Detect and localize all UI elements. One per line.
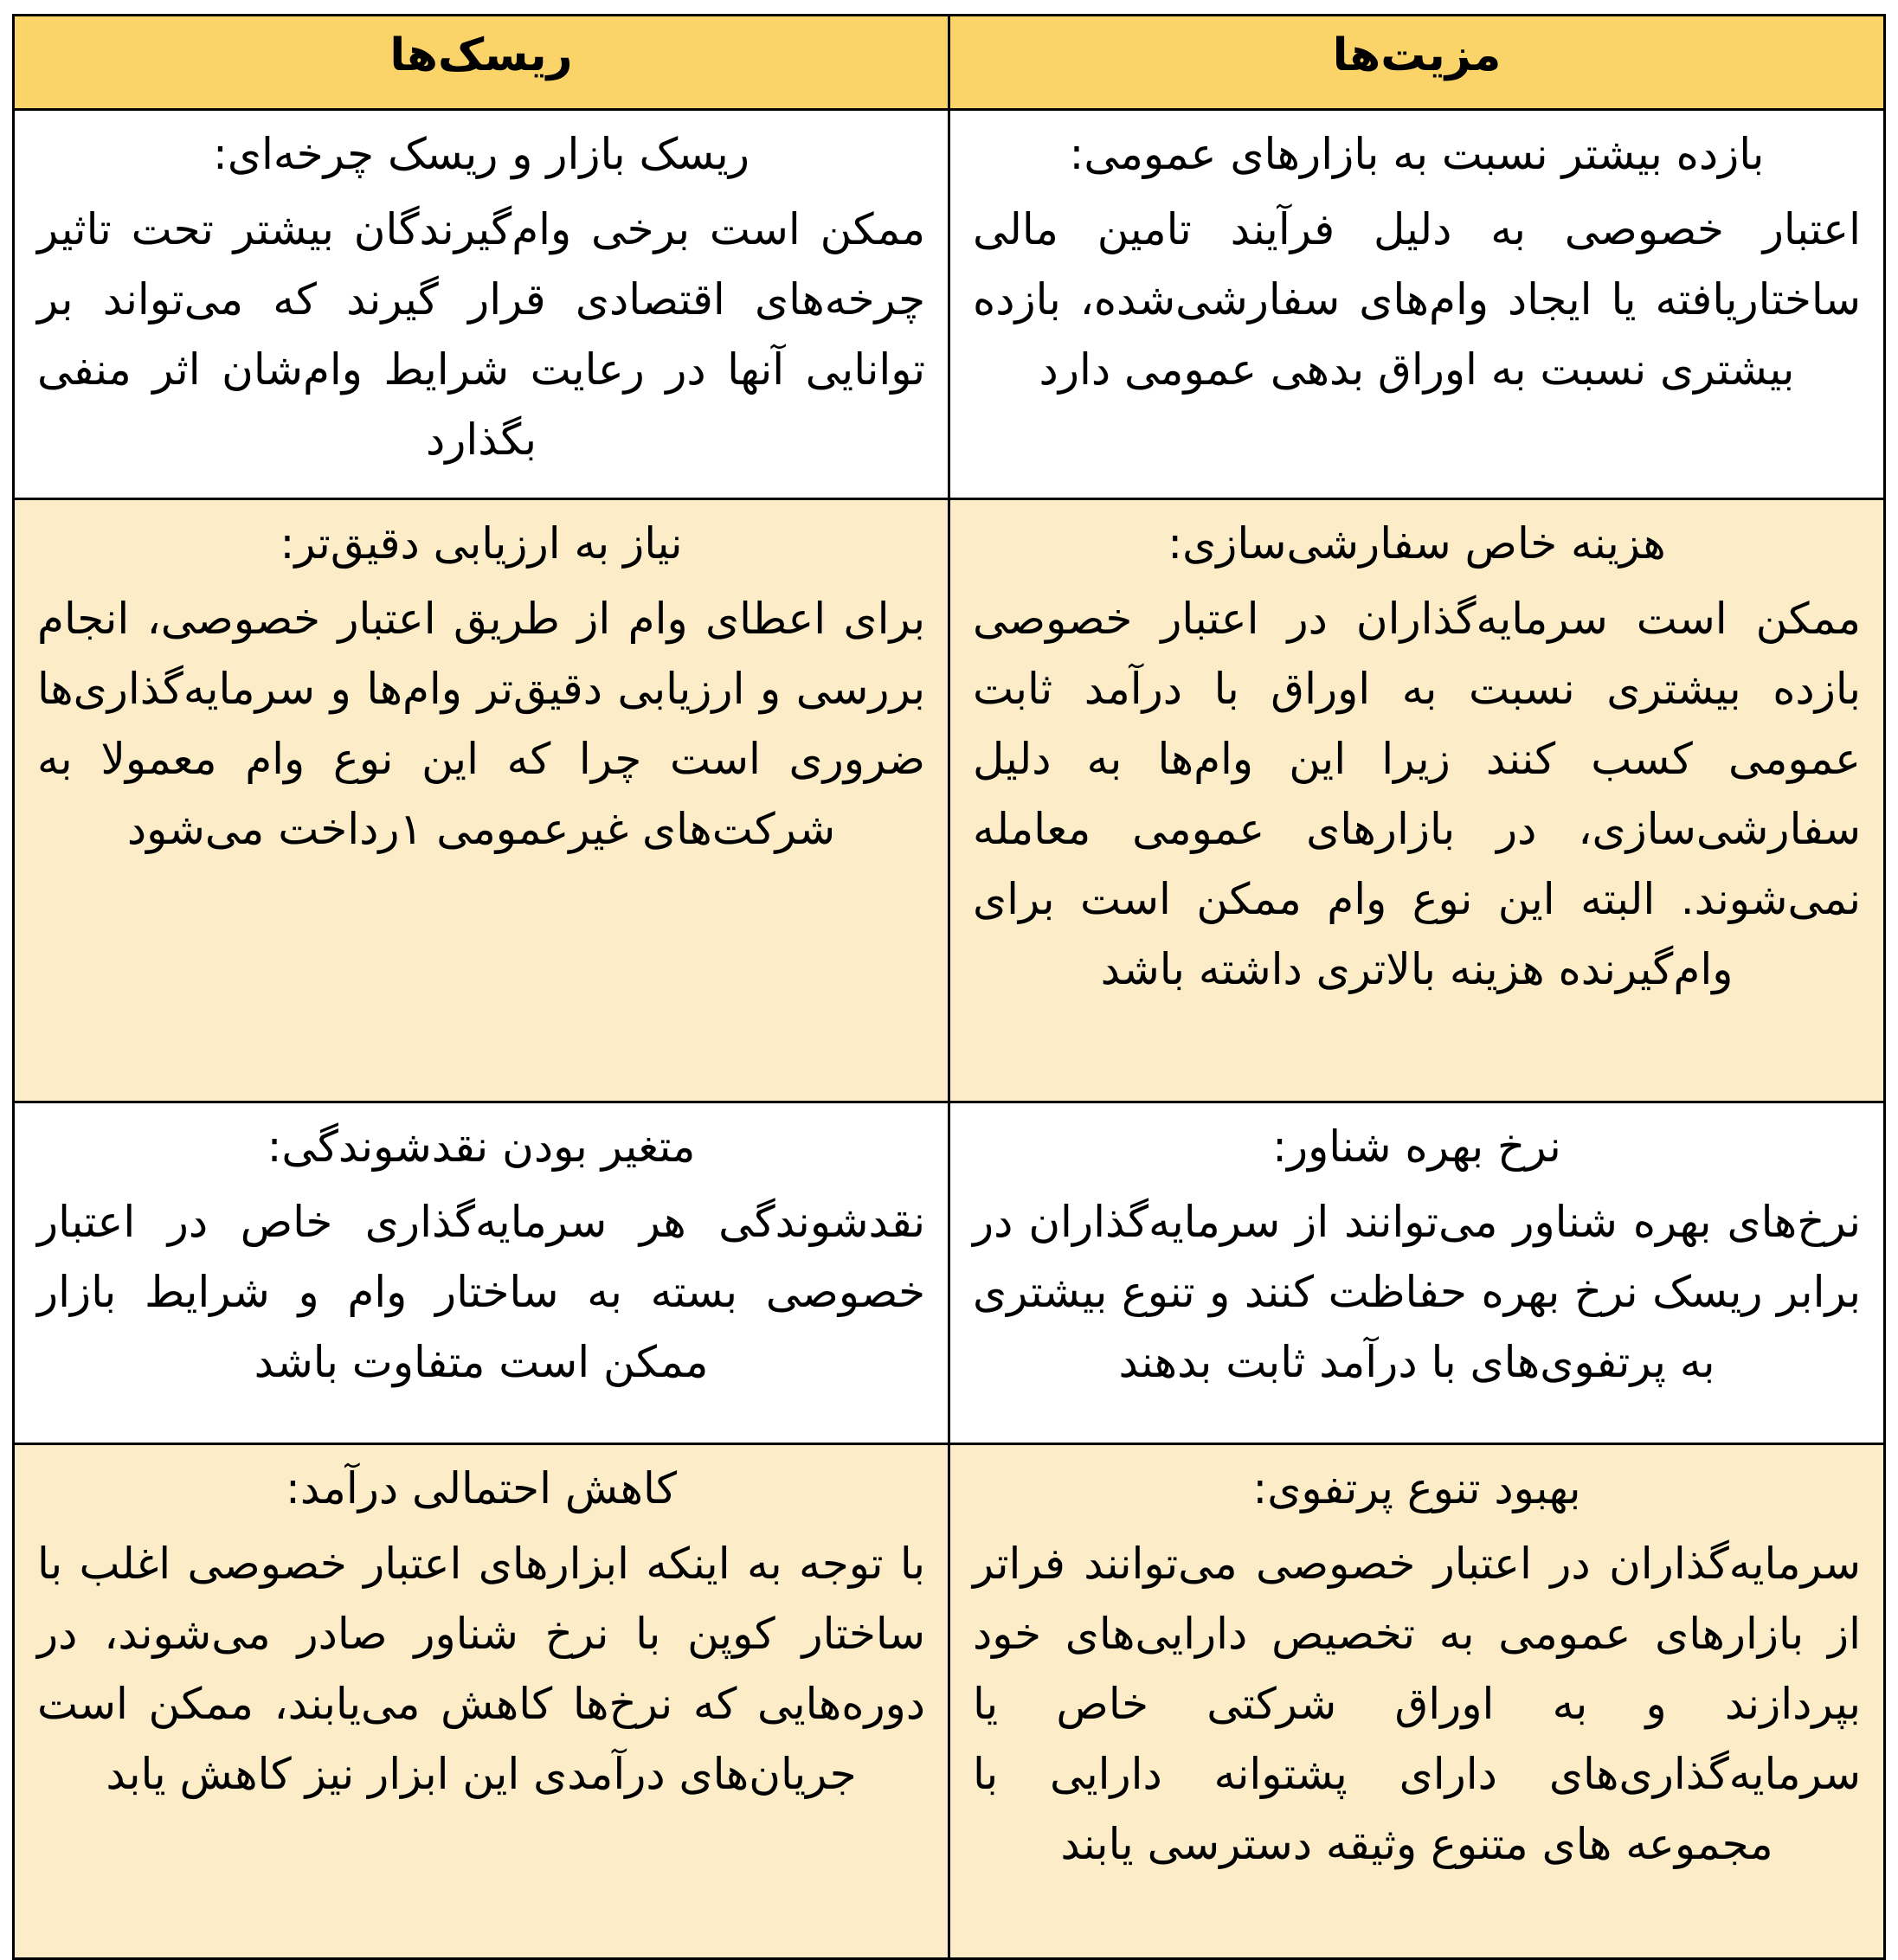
table-row: [14, 110, 1885, 499]
table-row: [14, 499, 1885, 1102]
cell-body: برای اعطای وام از طریق اعتبار خصوصی، انجام بررسی و ارزیابی دقیق‌تر وام‌ها و سرمایه‌گذاری‌ها ضروری است چرا که این نوع وام معمولا به شرکت‌های غیرعمومی ۱رداخت می‌شود: [37, 594, 925, 855]
cell-title: نرخ بهره شناور:: [1272, 1121, 1561, 1173]
table-row: [14, 1102, 1885, 1444]
cell-title: هزینه خاص سفارشی‌سازی:: [1168, 518, 1666, 569]
header-row: [14, 16, 1885, 110]
cell-body: ممکن است برخی وام‌گیرندگان بیشتر تحت تاثیر چرخه‌های اقتصادی قرار گیرند که می‌تواند بر توانایی آنها در رعایت شرایط وام‌شان اثر منفی بگذارد: [37, 204, 925, 466]
cell-body: ممکن است سرمایه‌گذاران در اعتبار خصوصی بازده بیشتری نسبت به اوراق با درآمد ثابت عمومی کسب کنند زیرا این وام‌ها به دلیل سفارشی‌سازی، در بازارهای عمومی معامله نمی‌شوند. البته این نوع وام ممکن است برای وام‌گیرنده هزینه بالاتری داشته باشد: [973, 594, 1861, 995]
column-header-risks: ریسک‌ها: [14, 16, 949, 110]
table-body: [14, 110, 1885, 1959]
cell-title: بهبود تنوع پرتفوی:: [1252, 1463, 1581, 1514]
cell-title: نیاز به ارزیابی دقیق‌تر:: [280, 518, 683, 569]
cell-title: بازده بیشتر نسبت به بازارهای عمومی:: [1069, 129, 1765, 180]
cell-body: نرخ‌های بهره شناور می‌توانند از سرمایه‌گذاران در برابر ریسک نرخ بهره حفاظت کنند و تنوع بیشتری به پرتفوی‌های با درآمد ثابت بدهند: [973, 1197, 1861, 1388]
column-header-benefits: مزیت‌ها: [949, 16, 1885, 110]
cell-benefits-1: [949, 110, 1885, 499]
cell-benefits-4: [949, 1444, 1885, 1959]
cell-body: اعتبار خصوصی به دلیل فرآیند تامین مالی ساختاریافته یا ایجاد وام‌های سفارشی‌شده، بازده بیشتری نسبت به اوراق بدهی عمومی دارد: [973, 204, 1861, 395]
cell-body: با توجه به اینکه ابزارهای اعتبار خصوصی اغلب با ساختار کوپن با نرخ شناور صادر می‌شوند، در دوره‌هایی که نرخ‌ها کاهش می‌یابند، ممکن است جریان‌های درآمدی این ابزار نیز کاهش یابد: [37, 1539, 925, 1800]
benefits-risks-table: [12, 14, 1886, 1960]
cell-benefits-2: [949, 499, 1885, 1102]
cell-benefits-3: [949, 1102, 1885, 1444]
cell-risks-2: [14, 499, 949, 1102]
cell-risks-1: [14, 110, 949, 499]
cell-title: ریسک بازار و ریسک چرخه‌ای:: [213, 129, 750, 180]
cell-body: سرمایه‌گذاران در اعتبار خصوصی می‌توانند فراتر از بازارهای عمومی به تخصیص دارایی‌های خود بپردازند و به اوراق شرکتی خاص یا سرمایه‌گذاری‌های دارای پشتوانه دارایی با مجموعه های متنوع وثیقه دسترسی یابند: [973, 1539, 1861, 1870]
cell-title: کاهش احتمالی درآمد:: [285, 1463, 678, 1514]
cell-risks-4: [14, 1444, 949, 1959]
cell-body: نقدشوندگی هر سرمایه‌گذاری خاص در اعتبار خصوصی بسته به ساختار وام و شرایط بازار ممکن است متفاوت باشد: [37, 1197, 925, 1388]
table-header: [14, 16, 1885, 110]
table-row: [14, 1444, 1885, 1959]
cell-title: متغیر بودن نقدشوندگی:: [267, 1121, 696, 1173]
cell-risks-3: [14, 1102, 949, 1444]
